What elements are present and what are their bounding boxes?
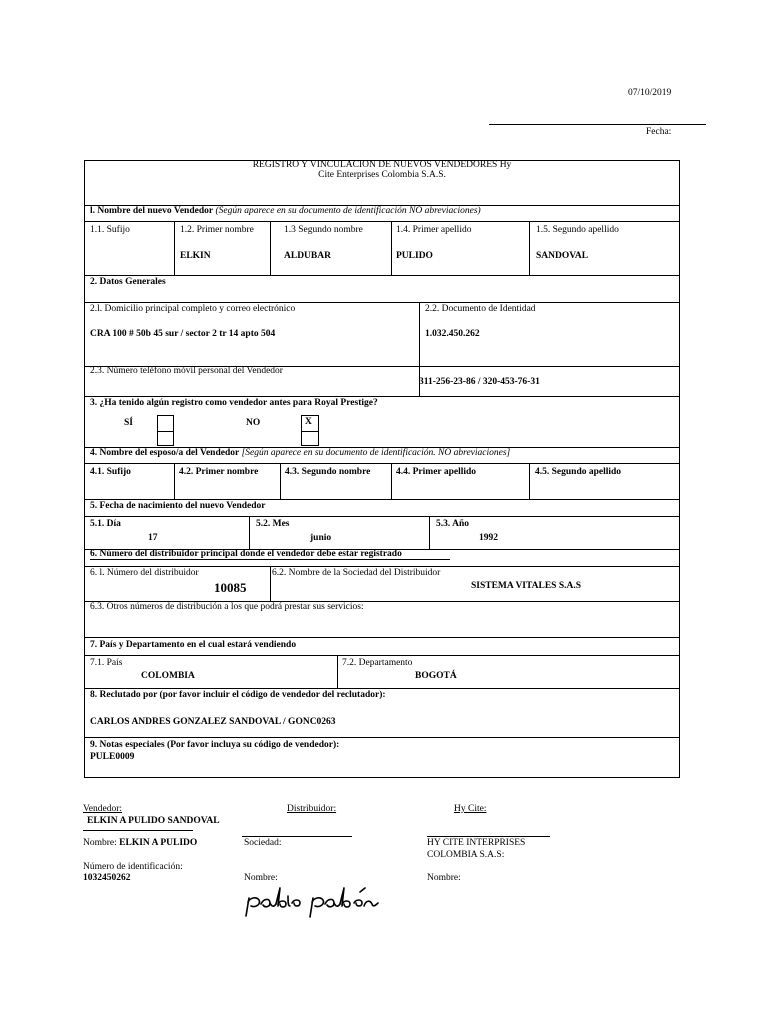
seller-name-label: Nombre: [83,838,117,848]
seller-name-field [83,838,197,848]
handwritten-signature-icon [242,884,392,922]
s1-label-primer-apellido: 1.4. Primer apellido [396,225,472,235]
section3-heading: 3. ¿Ha tenido algún registro como vendedor antes para Royal Prestige? [90,398,378,408]
s1-label-primer-nombre: 1.2. Primer nombre [180,225,254,235]
section1-title: l. Nombre del nuevo Vendedor [90,206,214,216]
address-label: 2.l. Domicilio principal completo y correo electrónico [90,304,296,314]
country-label: 7.1. País [90,658,123,668]
section4-title: 4. Nombre del esposo/a del Vendedor [90,448,240,458]
form-title-line2: Cite Enterprises Colombia S.A.S. [318,170,446,180]
s1-value-primer-apellido[interactable]: PULIDO [396,251,433,261]
birth-day-value[interactable]: 17 [148,533,158,543]
distributor-company-label: 6.2. Nombre de la Sociedad del Distribuidor [272,568,441,578]
seller-title: Vendedor: [83,804,123,814]
section7-heading: 7. País y Departamento en el cual estará vendiendo [90,640,297,650]
s4-label-primer-nombre: 4.2. Primer nombre [179,467,259,477]
birth-day-label: 5.1. Día [90,519,121,529]
s4-label-sufijo: 4.1. Sufijo [90,467,131,477]
s1-value-segundo-nombre[interactable]: ALDUBAR [284,251,331,261]
form-title-line1: REGISTRO Y VINCULACION DE NUEVOS VENDEDORES Hy [252,160,512,170]
department-label: 7.2. Departamento [342,658,413,668]
hycite-company-line2: COLOMBIA S.A.S: [427,850,505,860]
birth-month-value[interactable]: junio [310,533,332,543]
section8-heading: 8. Reclutado por (por favor incluir el código de vendedor del reclutador): [90,690,386,700]
s1-label-segundo-nombre: 1.3 Segundo nombre [284,225,363,235]
section6-underline [90,559,450,560]
s4-label-segundo-nombre: 4.3. Segundo nombre [285,467,371,477]
section2-heading: 2. Datos Generales [90,277,166,287]
section1-heading [90,206,481,216]
birth-month-label: 5.2. Mes [256,519,290,529]
seller-id-label: Número de identificación: [83,862,183,872]
distributor-society-label: Sociedad: [244,838,282,848]
hycite-company [427,837,525,861]
hycite-company-line1: HY CITE INTERPRISES [427,838,526,848]
seller-signature-line [83,830,193,831]
section5-heading: 5. Fecha de nacimiento del nuevo Vendedor [90,501,266,511]
birth-year-value[interactable]: 1992 [479,533,498,543]
department-value[interactable]: BOGOTÁ [415,671,457,681]
yes-checkbox[interactable] [157,415,174,446]
distributor-title: Distribuidor: [287,804,337,814]
no-check-mark: X [305,417,312,427]
id-document-value[interactable]: 1.032.450.262 [425,329,480,339]
seller-signature-name: ELKIN A PULIDO SANDOVAL [87,816,220,826]
country-value[interactable]: COLOMBIA [141,671,195,681]
no-label: NO [246,418,261,428]
other-distributors-label: 6.3. Otros números de distribución a los que podrá prestar sus servicios: [90,602,364,612]
seller-name-value[interactable]: ELKIN A PULIDO [119,838,198,848]
s1-value-segundo-apellido[interactable]: SANDOVAL [536,251,589,261]
s1-value-primer-nombre[interactable]: ELKIN [180,251,211,261]
distributor-signature-line [242,836,352,837]
s1-label-segundo-apellido: 1.5. Segundo apellido [536,225,619,235]
distributor-number-value[interactable]: 10085 [214,580,247,595]
date-label: Fecha: [646,127,672,137]
section4-note: [Según aparece en su documento de identificación. NO abreviaciones] [241,448,511,458]
birth-year-label: 5.3. Año [436,519,469,529]
phone-value[interactable]: 311-256-23-86 / 320-453-76-31 [419,377,540,387]
recruiter-value[interactable]: CARLOS ANDRES GONZALEZ SANDOVAL / GONC0263 [90,717,336,727]
section1-note: (Según aparece en su documento de identificación NO abreviaciones) [215,206,481,216]
yes-label: SÍ [124,418,133,428]
distributor-name-label: Nombre: [244,873,278,883]
date-value: 07/10/2019 [628,88,672,98]
hycite-name-label: Nombre: [427,873,461,883]
no-checkbox[interactable] [301,415,319,446]
address-value[interactable]: CRA 100 # 50b 45 sur / sector 2 tr 14 apto 504 [90,329,276,339]
s4-label-primer-apellido: 4.4. Primer apellido [396,467,477,477]
seller-code-value[interactable]: PULE0009 [90,752,135,762]
phone-label: 2.3. Número teléfono móvil personal del Vendedor [90,366,283,376]
section6-heading: 6. Número del distribuidor principal donde el vendedor debe estar registrado [90,549,402,559]
section9-heading: 9. Notas especiales (Por favor incluya su código de vendedor): [90,740,340,750]
distributor-company-value[interactable]: SISTEMA VITALES S.A.S [471,581,582,591]
date-line [489,124,706,125]
seller-id-value[interactable]: 1032450262 [83,873,131,883]
id-document-label: 2.2. Documento de Identidad [425,304,536,314]
section4-heading [90,448,510,458]
hycite-title: Hy Cite: [454,804,487,814]
s4-label-segundo-apellido: 4.5. Segundo apellido [535,467,622,477]
s1-label-sufijo: 1.1. Sufijo [90,225,130,235]
distributor-number-label: 6. l. Número del distribuidor [90,568,199,578]
form-title [84,160,680,180]
